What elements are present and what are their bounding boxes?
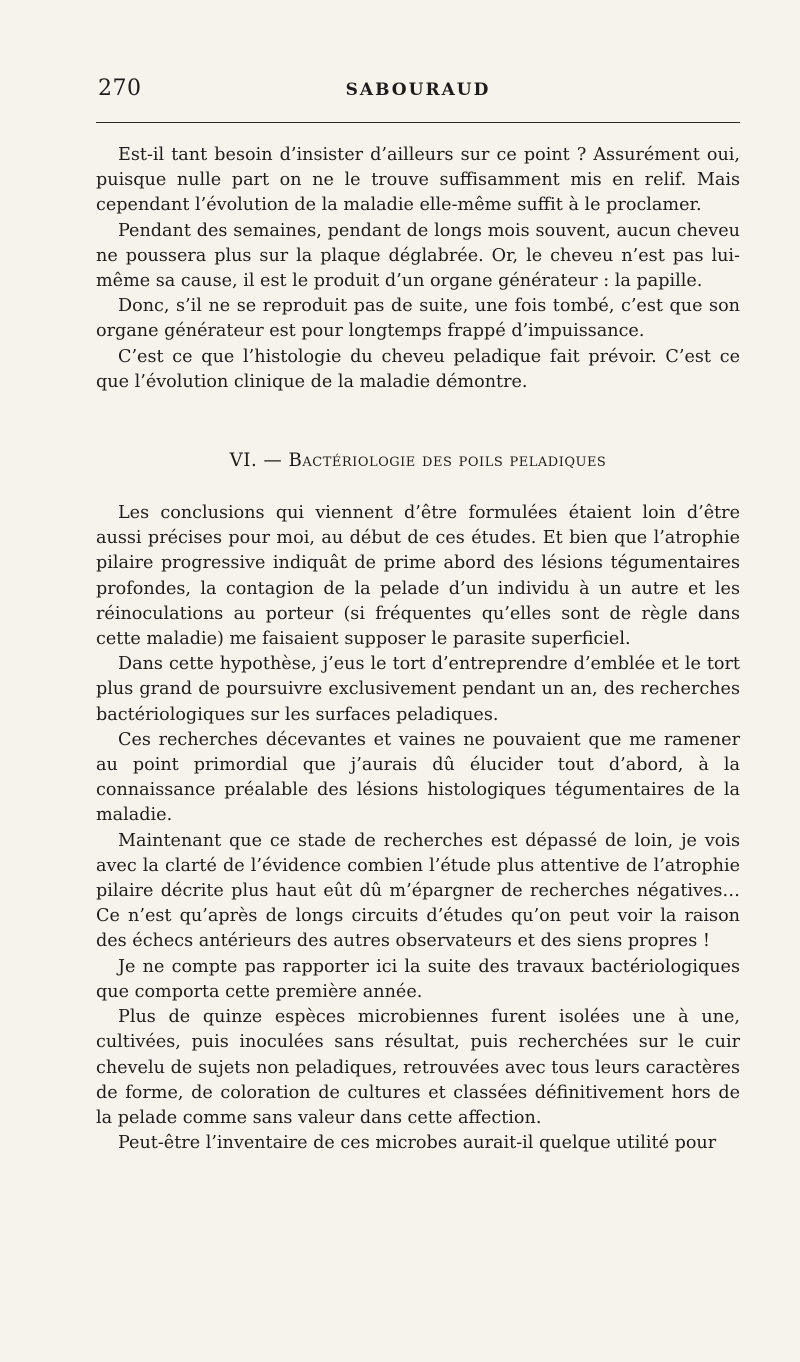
body-text	[96, 143, 740, 1156]
paragraph: C’est ce que l’histologie du cheveu peladique fait prévoir. C’est ce que l’évolution clinique de la maladie démontre.	[96, 346, 740, 392]
section-number: VI. —	[229, 450, 283, 472]
paragraph: Les conclusions qui viennent d’être formulées étaient loin d’être aussi précises pour moi, au début de ces études. Et bien que l’atrophie pilaire progressive indiquât de prime abord des lésions tégumentaires profondes, la contagion de la pelade d’un individu à un autre et les réinoculations au porteur (si fréquentes qu’elles sont de règle dans cette maladie) me faisaient supposer le parasite superficiel.	[96, 503, 740, 650]
section-heading	[96, 450, 740, 471]
running-header	[96, 72, 740, 112]
paragraph: Maintenant que ce stade de recherches est dépassé de loin, je vois avec la clarté de l’évidence combien l’étude plus attentive de l’atrophie pilaire décrite plus haut eût dû m’épargner de recherches négatives… Ce n’est qu’après de longs circuits d’études qu’on peut voir la raison des échecs antérieurs des autres observateurs et des siens propres !	[96, 830, 740, 952]
book-page	[96, 72, 740, 1156]
paragraph: Plus de quinze espèces microbiennes furent isolées une à une, cultivées, puis inoculées sans résultat, puis recherchées sur le cuir chevelu de sujets non peladiques, retrouvées avec tous leurs caractères de forme, de coloration de cultures et classées définitivement hors de la pelade comme sans valeur dans cette affection.	[96, 1007, 740, 1128]
paragraph: Peut-être l’inventaire de ces microbes aurait-il quelque utilité pour	[118, 1133, 717, 1154]
running-title: SABOURAUD	[345, 80, 491, 100]
paragraph: Ces recherches décevantes et vaines ne pouvaient que me ramener au point primordial que j’aurais dû élucider tout d’abord, à la connaissance préalable des lésions histologiques tégumentaires de la maladie.	[96, 729, 740, 826]
paragraph: Est-il tant besoin d’insister d’ailleurs sur ce point ? Assurément oui, puisque nulle part on ne le trouve suffisamment mis en relif. Mais cependant l’évolution de la maladie elle-même suffit à le proclamer.	[96, 145, 740, 216]
paragraph: Je ne compte pas rapporter ici la suite des travaux bactériologiques que comporta cette première année.	[96, 956, 740, 1002]
section-title: Bactériologie des poils peladiques	[288, 450, 607, 472]
paragraph: Pendant des semaines, pendant de longs mois souvent, aucun cheveu ne poussera plus sur la plaque déglabrée. Or, le cheveu n’est pas lui-même sa cause, il est le produit d’un organe générateur : la papille.	[96, 220, 740, 292]
header-rule	[96, 122, 740, 123]
paragraph: Donc, s’il ne se reproduit pas de suite, une fois tombé, c’est que son organe générateur est pour longtemps frappé d’impuissance.	[96, 296, 740, 342]
paragraph: Dans cette hypothèse, j’eus le tort d’entreprendre d’emblée et le tort plus grand de poursuivre exclusivement pendant un an, des recherches bactériologiques sur les surfaces peladiques.	[96, 654, 740, 725]
page-number: 270	[98, 76, 142, 101]
